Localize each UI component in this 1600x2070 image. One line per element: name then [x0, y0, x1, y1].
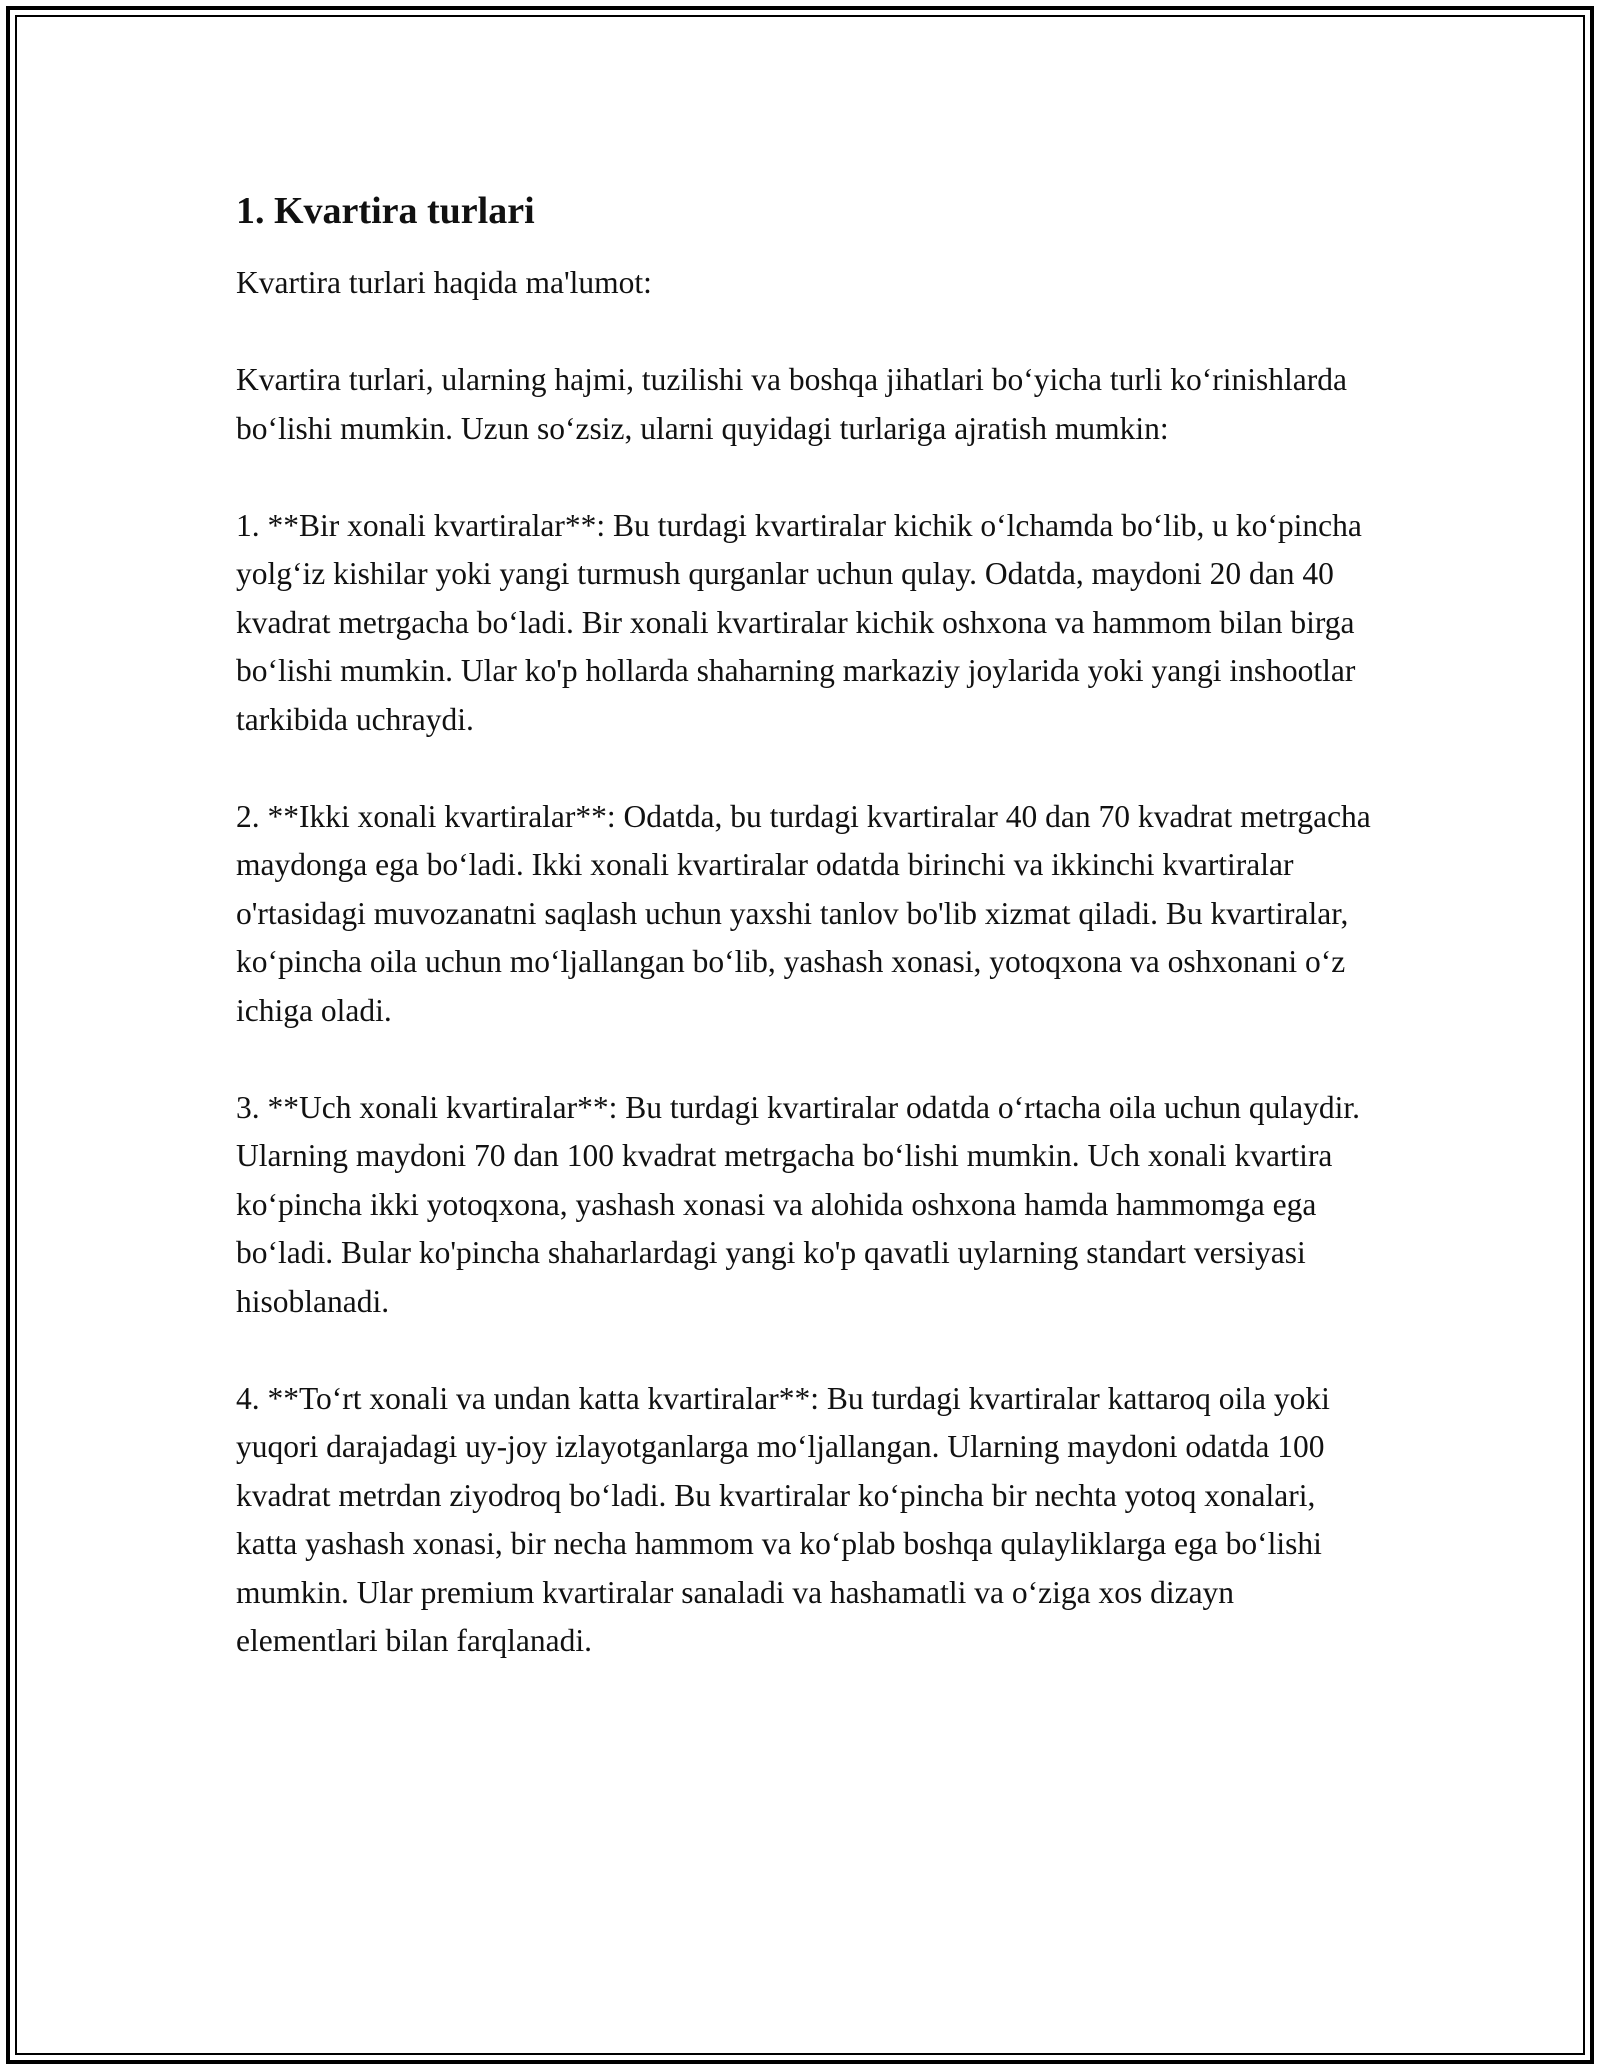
- section-heading: 1. Kvartira turlari: [236, 190, 535, 232]
- list-item-one-room: 1. **Bir xonali kvartiralar**: Bu turdagi kvartiralar kichik o‘lchamda bo‘lib, u ko‘pincha yolg‘iz kishilar yoki yangi turmush qurganlar uchun qulay. Odatda, maydoni 20 dan 40 kvadrat metrgacha bo‘ladi. Bir xonali kvartiralar kichik oshxona va hammom bilan birga bo‘lishi mumkin. Ular ko'p hollarda shaharning markaziy joylarida yoki yangi inshootlar tarkibida uchraydi.: [236, 507, 1362, 737]
- document-body: [236, 183, 1376, 1714]
- list-item-two-room: 2. **Ikki xonali kvartiralar**: Odatda, bu turdagi kvartiralar 40 dan 70 kvadrat metrgacha maydonga ega bo‘ladi. Ikki xonali kvartiralar odatda birinchi va ikkinchi kvartiralar o'rtasidagi muvozanatni saqlash uchun yaxshi tanlov bo'lib xizmat qiladi. Bu kvartiralar, ko‘pincha oila uchun mo‘ljallangan bo‘lib, yashash xonasi, yotoqxona va oshxonani o‘z ichiga oladi.: [236, 798, 1371, 1028]
- list-item-three-room: 3. **Uch xonali kvartiralar**: Bu turdagi kvartiralar odatda o‘rtacha oila uchun qulaydir. Ularning maydoni 70 dan 100 kvadrat metrgacha bo‘lishi mumkin. Uch xonali kvartira ko‘pincha ikki yotoqxona, yashash xonasi va alohida oshxona hamda hammomga ega bo‘ladi. Bular ko'pincha shaharlardagi yangi ko'p qavatli uylarning standart versiyasi hisoblanadi.: [236, 1089, 1361, 1319]
- intro-paragraph: Kvartira turlari haqida ma'lumot:: [236, 265, 652, 300]
- overview-paragraph: Kvartira turlari, ularning hajmi, tuzilishi va boshqa jihatlari bo‘yicha turli ko‘rinishlarda bo‘lishi mumkin. Uzun so‘zsiz, ularni quyidagi turlariga ajratish mumkin:: [236, 362, 1347, 446]
- list-item-four-room: 4. **To‘rt xonali va undan katta kvartiralar**: Bu turdagi kvartiralar kattaroq oila yoki yuqori darajadagi uy-joy izlayotganlarga mo‘ljallangan. Ularning maydoni odatda 100 kvadrat metrdan ziyodroq bo‘ladi. Bu kvartiralar ko‘pincha bir nechta yotoq xonalari, katta yashash xonasi, bir necha hammom va ko‘plab boshqa qulayliklarga ega bo‘lishi mumkin. Ular premium kvartiralar sanaladi va hashamatli va o‘ziga xos dizayn elementlari bilan farqlanadi.: [236, 1380, 1330, 1658]
